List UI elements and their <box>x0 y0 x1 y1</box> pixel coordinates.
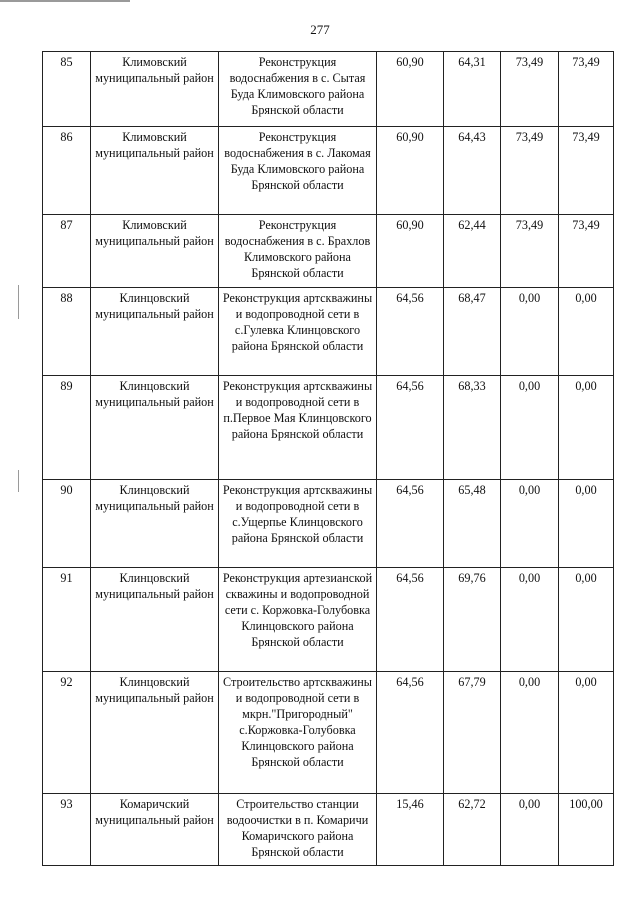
value-cell-3: 73,49 <box>501 215 559 288</box>
value-cell-4: 73,49 <box>559 215 614 288</box>
project-cell: Реконструкция водоснабжения в с. Брахлов Климовского района Брянской области <box>219 215 377 288</box>
row-number: 90 <box>43 480 91 568</box>
row-number: 92 <box>43 672 91 794</box>
value-cell-2: 69,76 <box>444 568 501 672</box>
value-cell-1: 64,56 <box>377 672 444 794</box>
value-cell-1: 60,90 <box>377 127 444 215</box>
value-cell-2: 62,72 <box>444 794 501 866</box>
value-cell-2: 67,79 <box>444 672 501 794</box>
district-cell: Климовский муниципальный район <box>91 215 219 288</box>
value-cell-4: 0,00 <box>559 672 614 794</box>
page-number: 277 <box>310 22 330 37</box>
row-number: 85 <box>43 52 91 127</box>
value-cell-3: 0,00 <box>501 568 559 672</box>
data-table <box>42 51 614 866</box>
value-cell-1: 60,90 <box>377 52 444 127</box>
value-cell-4: 73,49 <box>559 127 614 215</box>
row-number: 87 <box>43 215 91 288</box>
value-cell-1: 15,46 <box>377 794 444 866</box>
value-cell-3: 0,00 <box>501 288 559 376</box>
value-cell-2: 64,43 <box>444 127 501 215</box>
project-cell: Реконструкция артскважины и водопроводной сети в с.Ущерпье Клинцовского района Брянской области <box>219 480 377 568</box>
district-cell: Клинцовский муниципальный район <box>91 568 219 672</box>
project-cell: Строительство станции водоочистки в п. Комаричи Комаричского района Брянской области <box>219 794 377 866</box>
row-number: 88 <box>43 288 91 376</box>
scan-margin-mark <box>18 470 19 492</box>
table-row <box>43 376 614 480</box>
table-row <box>43 480 614 568</box>
value-cell-3: 0,00 <box>501 794 559 866</box>
value-cell-2: 68,33 <box>444 376 501 480</box>
value-cell-4: 0,00 <box>559 376 614 480</box>
value-cell-4: 0,00 <box>559 288 614 376</box>
row-number: 91 <box>43 568 91 672</box>
project-cell: Реконструкция артскважины и водопроводной сети в с.Гулевка Клинцовского района Брянской области <box>219 288 377 376</box>
value-cell-4: 73,49 <box>559 52 614 127</box>
value-cell-1: 60,90 <box>377 215 444 288</box>
table-row <box>43 52 614 127</box>
district-cell: Клинцовский муниципальный район <box>91 480 219 568</box>
value-cell-4: 100,00 <box>559 794 614 866</box>
scan-edge-mark <box>0 0 130 2</box>
project-cell: Строительство артскважины и водопроводной сети в мкрн."Пригородный" с.Коржовка-Голубовка Клинцовского района Брянской области <box>219 672 377 794</box>
value-cell-3: 73,49 <box>501 127 559 215</box>
table-row <box>43 215 614 288</box>
value-cell-4: 0,00 <box>559 480 614 568</box>
value-cell-2: 62,44 <box>444 215 501 288</box>
value-cell-4: 0,00 <box>559 568 614 672</box>
project-cell: Реконструкция артскважины и водопроводной сети в п.Первое Мая Клинцовского района Брянской области <box>219 376 377 480</box>
row-number: 93 <box>43 794 91 866</box>
district-cell: Комаричский муниципальный район <box>91 794 219 866</box>
value-cell-3: 0,00 <box>501 480 559 568</box>
value-cell-3: 73,49 <box>501 52 559 127</box>
table-row <box>43 794 614 866</box>
project-cell: Реконструкция водоснабжения в с. Лакомая Буда Климовского района Брянской области <box>219 127 377 215</box>
project-cell: Реконструкция водоснабжения в с. Сытая Буда Климовского района Брянской области <box>219 52 377 127</box>
project-cell: Реконструкция артезианской скважины и водопроводной сети с. Коржовка-Голубовка Клинцовского района Брянской области <box>219 568 377 672</box>
table-row <box>43 288 614 376</box>
district-cell: Клинцовский муниципальный район <box>91 288 219 376</box>
value-cell-3: 0,00 <box>501 376 559 480</box>
value-cell-1: 64,56 <box>377 376 444 480</box>
value-cell-2: 65,48 <box>444 480 501 568</box>
value-cell-2: 68,47 <box>444 288 501 376</box>
scan-margin-mark <box>18 285 19 319</box>
district-cell: Клинцовский муниципальный район <box>91 672 219 794</box>
value-cell-3: 0,00 <box>501 672 559 794</box>
value-cell-2: 64,31 <box>444 52 501 127</box>
value-cell-1: 64,56 <box>377 480 444 568</box>
table-row <box>43 568 614 672</box>
district-cell: Климовский муниципальный район <box>91 127 219 215</box>
row-number: 86 <box>43 127 91 215</box>
value-cell-1: 64,56 <box>377 288 444 376</box>
row-number: 89 <box>43 376 91 480</box>
district-cell: Клинцовский муниципальный район <box>91 376 219 480</box>
table-row <box>43 127 614 215</box>
district-cell: Климовский муниципальный район <box>91 52 219 127</box>
table-row <box>43 672 614 794</box>
value-cell-1: 64,56 <box>377 568 444 672</box>
